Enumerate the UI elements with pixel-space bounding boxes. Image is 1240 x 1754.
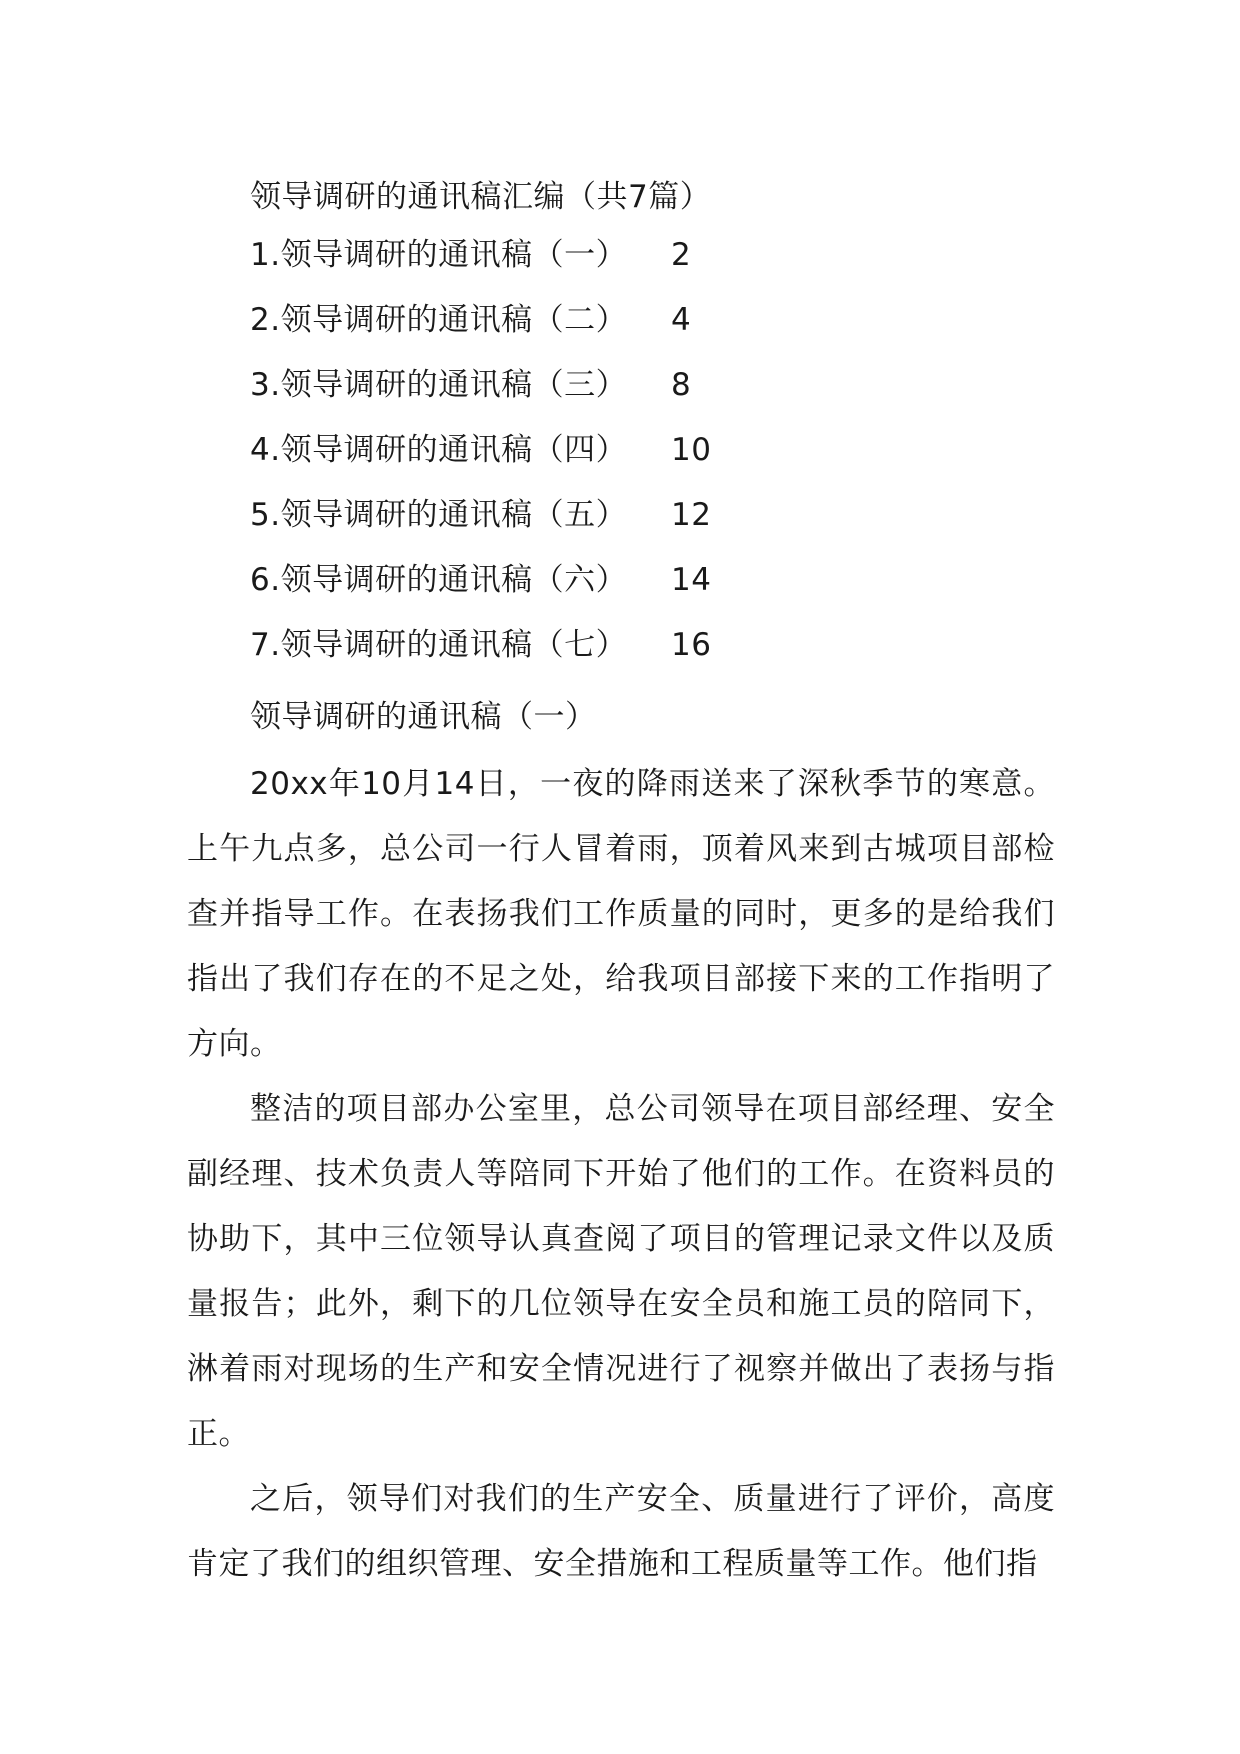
toc-item-page: 4	[671, 302, 692, 338]
toc-item-page: 16	[671, 627, 712, 663]
toc-item	[250, 625, 712, 665]
toc-item-label: 6.领导调研的通讯稿（六）	[250, 562, 628, 598]
body-paragraph: 之后，领导们对我们的生产安全、质量进行了评价，高度肯定了我们的组织管理、安全措施和工程质量等工作。他们指	[187, 1481, 1055, 1582]
toc-item-page: 2	[671, 237, 692, 273]
section-title: 领导调研的通讯稿（一）	[250, 699, 597, 735]
toc-item-page: 10	[671, 432, 712, 468]
toc-item-label: 2.领导调研的通讯稿（二）	[250, 302, 628, 338]
toc-item	[250, 430, 712, 470]
toc-item-page: 12	[671, 497, 712, 533]
toc-item	[250, 495, 712, 535]
body-paragraph: 整洁的项目部办公室里，总公司领导在项目部经理、安全副经理、技术负责人等陪同下开始了他们的工作。在资料员的协助下，其中三位领导认真查阅了项目的管理记录文件以及质量报告；此外，剩下的几位领导在安全员和施工员的陪同下，淋着雨对现场的生产和安全情况进行了视察并做出了表扬与指正。	[187, 1091, 1055, 1452]
body-paragraph: 20xx年10月14日，一夜的降雨送来了深秋季节的寒意。上午九点多，总公司一行人冒着雨，顶着风来到古城项目部检查并指导工作。在表扬我们工作质量的同时，更多的是给我们指出了我们存在的不足之处，给我项目部接下来的工作指明了方向。	[187, 766, 1055, 1062]
toc-item-label: 5.领导调研的通讯稿（五）	[250, 497, 628, 533]
toc-item-page: 14	[671, 562, 712, 598]
toc-item-label: 3.领导调研的通讯稿（三）	[250, 367, 628, 403]
toc-item	[250, 300, 692, 340]
toc-item-label: 4.领导调研的通讯稿（四）	[250, 432, 628, 468]
toc-item	[250, 235, 692, 275]
toc-item-label: 7.领导调研的通讯稿（七）	[250, 627, 628, 663]
toc-item-page: 8	[671, 367, 692, 403]
toc-item	[250, 365, 692, 405]
toc-item-label: 1.领导调研的通讯稿（一）	[250, 237, 628, 273]
toc-title: 领导调研的通讯稿汇编（共7篇）	[250, 179, 712, 215]
toc-item	[250, 560, 712, 600]
